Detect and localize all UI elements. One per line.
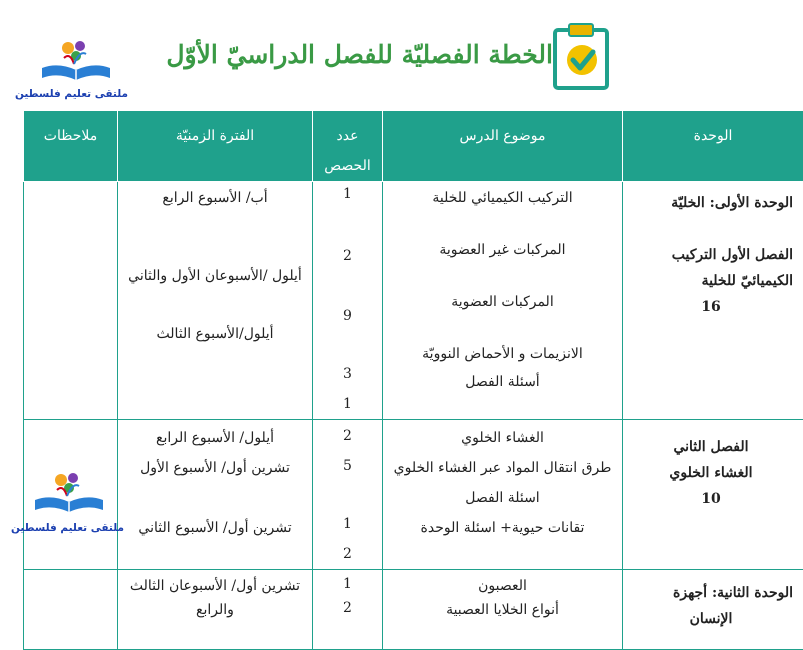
topic-item: التركيب الكيميائي للخلية xyxy=(383,188,622,208)
count-item: 1 xyxy=(313,186,382,202)
unit-cell xyxy=(623,182,803,420)
site-logo xyxy=(24,38,128,100)
topic-item: اسئلة الفصل xyxy=(383,488,622,508)
column-header-period: الفترة الزمنيّة xyxy=(118,111,313,182)
chapter-title: الفصل الثاني xyxy=(629,434,793,460)
column-header-notes: ملاحظات xyxy=(24,111,118,182)
count-item: 2 xyxy=(313,600,382,616)
page-title: الخطة الفصليّة للفصل الدراسيّ الأوّل xyxy=(166,40,553,69)
table-row xyxy=(24,182,803,420)
chapter-count: 16 xyxy=(629,294,793,320)
period-item: أيلول/ الأسبوع الرابع xyxy=(118,428,312,448)
clipboard-check-icon xyxy=(553,22,609,90)
chapter-subtitle: الغشاء الخلوي xyxy=(629,460,793,486)
count-cell xyxy=(313,182,383,420)
count-item: 5 xyxy=(313,458,382,474)
period-item: أب/ الأسبوع الرابع xyxy=(118,188,312,208)
unit-cell xyxy=(623,420,803,570)
topic-item: المركبات غير العضوية xyxy=(383,240,622,260)
count-item: 2 xyxy=(313,546,382,562)
notes-cell xyxy=(24,182,118,420)
table-header-row xyxy=(24,111,803,182)
count-item: 2 xyxy=(313,248,382,264)
topic-cell xyxy=(383,570,623,650)
count-item: 3 xyxy=(313,366,382,382)
open-book-icon xyxy=(14,470,124,516)
logo-text: ملتقى تعليم فلسطين xyxy=(14,522,124,534)
topic-item: العصبون xyxy=(383,576,622,596)
semester-plan-table xyxy=(23,110,803,650)
period-item: تشرين أول/ الأسبوعان الثالث xyxy=(118,576,312,596)
count-item: 2 xyxy=(313,428,382,444)
table-row xyxy=(24,570,803,650)
column-header-topic: موضوع الدرس xyxy=(383,111,623,182)
count-item: 9 xyxy=(313,308,382,324)
column-header-unit: الوحدة xyxy=(623,111,803,182)
topic-item: تقانات حيوية+ اسئلة الوحدة xyxy=(383,518,622,538)
column-header-count: عدد الحصص xyxy=(313,111,383,182)
unit-cell xyxy=(623,570,803,650)
topic-item: المركبات العضوية xyxy=(383,292,622,312)
period-item: أيلول/الأسبوع الثالث xyxy=(118,324,312,344)
topic-cell xyxy=(383,420,623,570)
topic-item: طرق انتقال المواد عبر الغشاء الخلوي xyxy=(383,458,622,478)
unit-title: الوحدة الأولى: الخليّة xyxy=(629,190,793,216)
period-item: تشرين أول/ الأسبوع الأول xyxy=(118,458,312,478)
period-cell xyxy=(118,182,313,420)
table-row xyxy=(24,420,803,570)
topic-item: أسئلة الفصل xyxy=(383,372,622,392)
unit-title: الوحدة الثانية: أجهزة xyxy=(629,580,793,606)
count-item: 1 xyxy=(313,396,382,412)
chapter-count: 10 xyxy=(629,486,793,512)
unit-spacer xyxy=(629,216,793,242)
logo-text: ملتقى تعليم فلسطين xyxy=(24,88,128,100)
period-cell xyxy=(118,420,313,570)
count-item: 1 xyxy=(313,576,382,592)
topic-item: الانزيمات و الأحماض النوويّة xyxy=(383,344,622,364)
unit-title-continued: الإنسان xyxy=(629,606,793,632)
topic-item: أنواع الخلايا العصبية xyxy=(383,600,622,620)
notes-cell xyxy=(24,570,118,650)
count-cell xyxy=(313,570,383,650)
period-item: أيلول /الأسبوعان الأول والثاني xyxy=(118,266,312,286)
open-book-icon xyxy=(24,38,128,84)
count-cell xyxy=(313,420,383,570)
chapter-title: الفصل الأول التركيب الكيميائيّ للخلية xyxy=(629,242,793,294)
period-item: والرابع xyxy=(118,600,312,620)
site-logo-notes xyxy=(14,470,124,534)
topic-item: الغشاء الخلوي xyxy=(383,428,622,448)
count-item: 1 xyxy=(313,516,382,532)
topic-cell xyxy=(383,182,623,420)
period-item: تشرين أول/ الأسبوع الثاني xyxy=(118,518,312,538)
period-cell xyxy=(118,570,313,650)
